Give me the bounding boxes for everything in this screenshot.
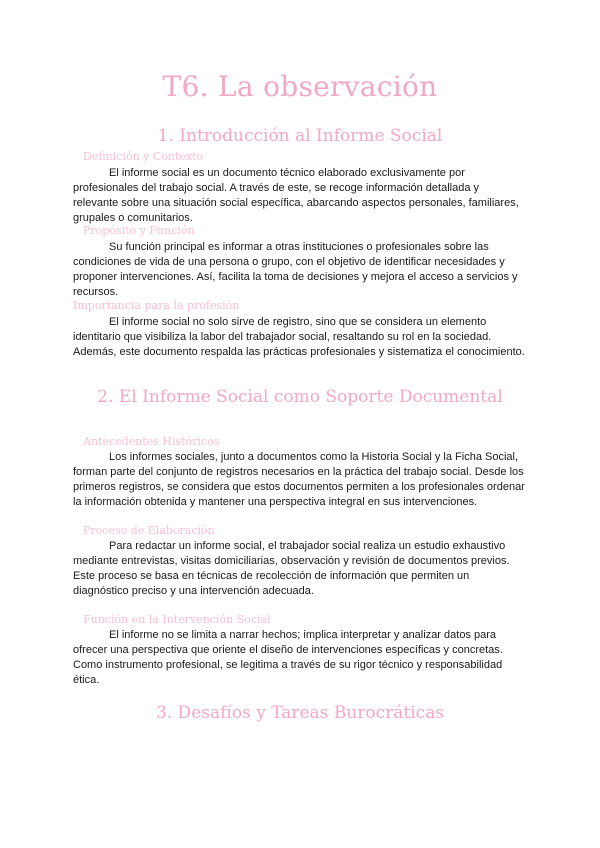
section-heading-3: 3. Desafíos y Tareas Burocráticas — [155, 703, 445, 723]
subsection-heading-definicion: Definición y Contexto — [83, 150, 204, 163]
section-heading-2: 2. El Informe Social como Soporte Documental — [97, 387, 503, 407]
document-title: T6. La observación — [162, 70, 438, 103]
paragraph-definicion: El informe social es un documento técnico elaborado exclusivamente por profesionales del trabajo social. A través de este, se recoge información detallada y relevante sobre una situación social específica, abarcando aspectos personales, familiares, grupales o comunitarios. — [73, 167, 519, 224]
paragraph-proceso: Para redactar un informe social, el trabajador social realiza un estudio exhaustivo mediante entrevistas, visitas domiciliarias, observación y revisión de documentos previos. Este proceso se basa en técnicas de recolección de información que permiten un diagnóstico preciso y una intervención adecuada. — [73, 540, 510, 597]
subsection-heading-proceso: Proceso de Elaboración — [83, 524, 215, 537]
subsection-heading-importancia: Importancia para la profesión — [73, 299, 240, 312]
paragraph-proposito: Su función principal es informar a otras instituciones o profesionales sobre las condiciones de vida de una persona o grupo, con el objetivo de identificar necesidades y proponer intervenciones. Así, facilita la toma de decisiones y mejora el acceso a servicios y recursos. — [73, 241, 518, 298]
subsection-heading-funcion: Función en la Intervención Social — [83, 613, 271, 626]
subsection-heading-proposito: Propósito y Función — [83, 224, 195, 237]
paragraph-importancia: El informe social no solo sirve de registro, sino que se considera un elemento identitario que visibiliza la labor del trabajador social, resaltando su rol en la sociedad. Además, este documento respalda las prácticas profesionales y sistematiza el conocimiento. — [73, 316, 525, 358]
paragraph-antecedentes: Los informes sociales, junto a documentos como la Historia Social y la Ficha Social, forman parte del conjunto de registros necesarios en la práctica del trabajo social. Desde los primeros registros, se considera que estos documentos permiten a los profesionales ordenar la información obtenida y mantener una perspectiva integral en sus intervenciones. — [73, 451, 525, 508]
paragraph-funcion: El informe no se limita a narrar hechos; implica interpretar y analizar datos para ofrecer una perspectiva que oriente el diseño de intervenciones específicas y concretas. Como instrumento profesional, se legitima a través de su rigor técnico y responsabilidad ética. — [73, 629, 503, 686]
section-heading-1: 1. Introducción al Informe Social — [157, 126, 443, 146]
subsection-heading-antecedentes: Antecedentes Históricos — [83, 435, 220, 448]
